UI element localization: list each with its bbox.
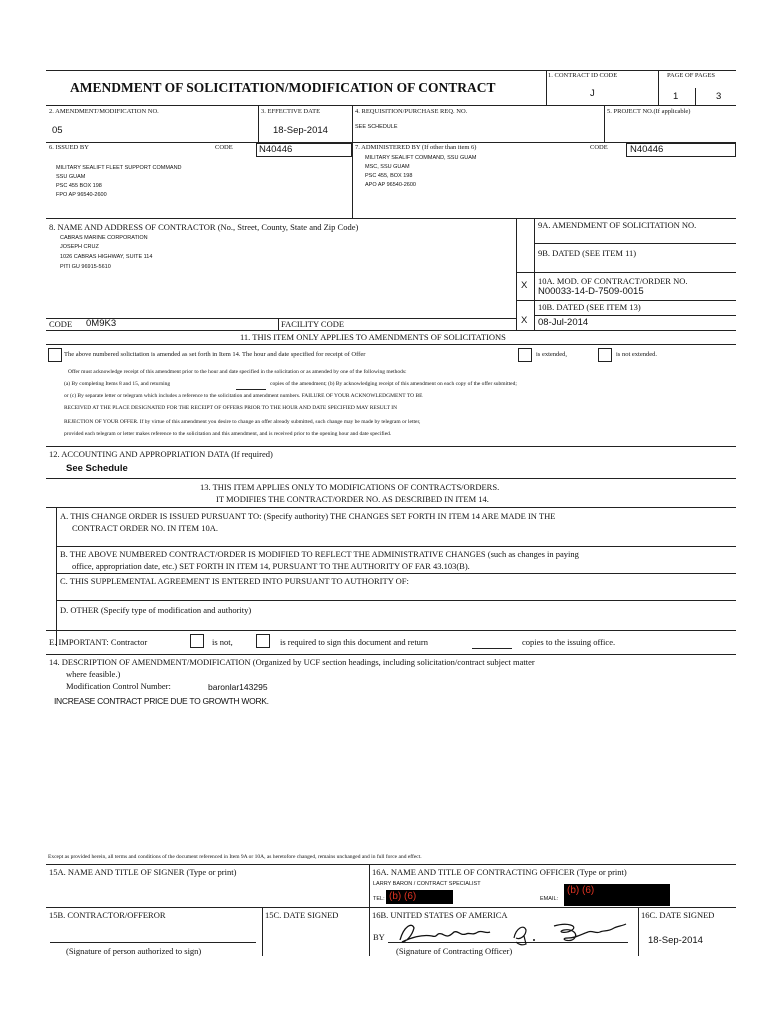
issued-by-label: 6. ISSUED BY [49, 144, 89, 151]
extended-checkbox[interactable] [518, 348, 532, 362]
item-13a-text: CONTRACT ORDER NO. IN ITEM 10A. [72, 523, 218, 533]
administered-by-code-label: CODE [590, 144, 608, 151]
item-9a-label: 9A. AMENDMENT OF SOLICITATION NO. [538, 220, 697, 230]
by-label: BY [373, 932, 385, 942]
item-9b-label: 9B. DATED (SEE ITEM 11) [538, 248, 637, 258]
item-16b-label: 16B. UNITED STATES OF AMERICA [372, 910, 508, 920]
item-10a-value: N00033-14-D-7509-0015 [538, 286, 644, 297]
contracting-officer-signature [392, 918, 632, 948]
not-extended-label: is not extended. [616, 351, 657, 358]
modification-control-value: baronlar143295 [208, 682, 268, 692]
item-16c-date-signed: 18-Sep-2014 [648, 935, 703, 946]
item-11-paragraph: Offer must acknowledge receipt of this amendment prior to the hour and date specified in the solicitation or as amended by one of the following methods: [68, 369, 407, 375]
extended-label: is extended, [536, 351, 568, 358]
item-e-required: is required to sign this document and return [280, 637, 429, 647]
contract-id-code-label: 1. CONTRACT ID CODE [548, 72, 618, 79]
tel-label: TEL: [373, 896, 385, 902]
issued-by-line: PSC 455 BOX 198 [56, 183, 102, 189]
issued-by-line: SSU GUAM [56, 174, 86, 180]
contracting-officer-name: LARRY BARON / CONTRACT SPECIALIST [373, 881, 481, 887]
item-13d-text: D. OTHER (Specify type of modification and authority) [60, 605, 252, 615]
item-11-paragraph: copies of the amendment; (b) By acknowledging receipt of this amendment on each copy of the offer submitted; [270, 381, 517, 387]
terms-unchanged-statement: Except as provided herein, all terms and conditions of the document referenced in Item 9A or 10A, as heretofore changed, remains unchanged and in full force and effect. [48, 854, 422, 860]
contractor-label: 8. NAME AND ADDRESS OF CONTRACTOR (No., Street, County, State and Zip Code) [49, 222, 359, 232]
contract-id-code-value: J [590, 88, 595, 99]
item-15a-label: 15A. NAME AND TITLE OF SIGNER (Type or print) [49, 867, 237, 877]
administered-by-line: APO AP 96540-2600 [365, 182, 416, 188]
solicitation-amended-checkbox[interactable] [48, 348, 62, 362]
issued-by-code-label: CODE [215, 144, 233, 151]
contracting-officer-signature-caption: (Signature of Contracting Officer) [396, 946, 513, 956]
redacted-telephone: (b) (6) [386, 890, 453, 904]
item-10a-mark: X [521, 280, 528, 291]
facility-code-label: FACILITY CODE [281, 319, 345, 329]
contractor-line: JOSEPH CRUZ [60, 244, 99, 250]
amendment-no-value: 05 [52, 125, 63, 136]
administered-by-line: MILITARY SEALIFT COMMAND, SSU GUAM [365, 155, 477, 161]
item-e-copies: copies to the issuing office. [522, 637, 616, 647]
item-10b-mark: X [521, 315, 528, 326]
item-10b-label: 10B. DATED (SEE ITEM 13) [538, 302, 641, 312]
contractor-line: PITI GU 96915-5610 [60, 264, 111, 270]
item-15b-label: 15B. CONTRACTOR/OFFEROR [49, 910, 166, 920]
not-extended-checkbox[interactable] [598, 348, 612, 362]
item-11-paragraph: RECEIVED AT THE PLACE DESIGNATED FOR THE RECEIPT OF OFFERS PRIOR TO THE HOUR AND DATE SPECIFIED MAY RESULT IN [64, 405, 398, 411]
item-13b-text: office, appropriation date, etc.) SET FORTH IN ITEM 14, PURSUANT TO THE AUTHORITY OF FAR 43.103(B). [72, 561, 470, 571]
item-15c-label: 15C. DATE SIGNED [265, 910, 339, 920]
contractor-line: CABRAS MARINE CORPORATION [60, 235, 148, 241]
item-e-label: E. IMPORTANT: Contractor [49, 637, 148, 647]
requisition-label: 4. REQUISITION/PURCHASE REQ. NO. [355, 108, 468, 115]
contractor-signature-caption: (Signature of person authorized to sign) [66, 946, 202, 956]
item-16a-label: 16A. NAME AND TITLE OF CONTRACTING OFFICER (Type or print) [372, 867, 627, 877]
item-13a-text: A. THIS CHANGE ORDER IS ISSUED PURSUANT TO: (Specify authority) THE CHANGES SET FORTH IN ITEM 14 ARE MADE IN THE [60, 511, 556, 521]
item-13c-text: C. THIS SUPPLEMENTAL AGREEMENT IS ENTERED INTO PURSUANT TO AUTHORITY OF: [60, 576, 409, 586]
item-10a-label: 10A. MOD. OF CONTRACT/ORDER NO. [538, 276, 688, 286]
item-11-line1: The above numbered solicitation is amended as set forth in Item 14. The hour and date specified for receipt of Offer [64, 351, 366, 358]
issued-by-code: N40446 [259, 144, 293, 155]
item-13-heading: IT MODIFIES THE CONTRACT/ORDER NO. AS DESCRIBED IN ITEM 14. [216, 494, 489, 504]
effective-date-value: 18-Sep-2014 [273, 125, 328, 136]
item-11-paragraph: REJECTION OF YOUR OFFER. If by virtue of this amendment you desire to change an offer already submitted, such change may be made by telegram or letter, [64, 419, 421, 425]
item-10b-value: 08-Jul-2014 [538, 317, 589, 328]
item-13b-text: B. THE ABOVE NUMBERED CONTRACT/ORDER IS MODIFIED TO REFLECT THE ADMINISTRATIVE CHANGES (such as changes in paying [60, 549, 579, 559]
redacted-email: (b) (6) [564, 884, 670, 906]
modification-control-label: Modification Control Number: [66, 681, 171, 691]
item-12-value: See Schedule [66, 463, 128, 474]
effective-date-label: 3. EFFECTIVE DATE [261, 108, 321, 115]
page-of-pages-label: PAGE OF PAGES [667, 72, 715, 79]
contractor-is-not-checkbox[interactable] [190, 634, 204, 648]
item-11-heading: 11. THIS ITEM ONLY APPLIES TO AMENDMENTS OF SOLICITATIONS [240, 332, 506, 342]
project-no-label: 5. PROJECT NO.(If applicable) [607, 108, 691, 115]
total-pages: 3 [716, 91, 722, 102]
item-11-paragraph: (a) By completing Items 8 and 15, and returning [64, 381, 171, 387]
administered-by-label: 7. ADMINISTERED BY (If other than item 6) [355, 144, 477, 151]
contractor-is-required-checkbox[interactable] [256, 634, 270, 648]
contractor-code-label: CODE [49, 319, 73, 329]
item-13-heading: 13. THIS ITEM APPLIES ONLY TO MODIFICATIONS OF CONTRACTS/ORDERS. [200, 482, 500, 492]
administered-by-line: MSC, SSU GUAM [365, 164, 410, 170]
administered-by-code: N40446 [630, 144, 664, 155]
item-14-label: where feasible.) [66, 669, 121, 679]
form-title: AMENDMENT OF SOLICITATION/MODIFICATION OF CONTRACT [70, 80, 496, 95]
administered-by-line: PSC 455, BOX 198 [365, 173, 413, 179]
contractor-code: 0M9K3 [86, 318, 117, 329]
item-11-paragraph: or (c) By separate letter or telegram which includes a reference to the solicitation and amendment numbers. FAILURE OF YOUR ACKNOWLEDGMENT TO BE [64, 393, 423, 399]
item-11-paragraph: provided each telegram or letter makes reference to the solicitation and this amendment, and is received prior to the opening hour and date specified. [64, 431, 392, 437]
email-label: EMAIL: [540, 896, 559, 902]
amendment-no-label: 2. AMENDMENT/MODIFICATION NO. [49, 108, 159, 115]
page-number: 1 [673, 91, 679, 102]
item-14-label: 14. DESCRIPTION OF AMENDMENT/MODIFICATION (Organized by UCF section headings, including solicitation/contract subject matter [49, 657, 535, 667]
item-e-is-not: is not, [212, 637, 233, 647]
modification-description: INCREASE CONTRACT PRICE DUE TO GROWTH WORK. [54, 696, 269, 706]
contractor-line: 1026 CABRAS HIGHWAY, SUITE 114 [60, 254, 153, 260]
issued-by-line: FPO AP 96540-2600 [56, 192, 107, 198]
issued-by-line: MILITARY SEALIFT FLEET SUPPORT COMMAND [56, 165, 182, 171]
item-12-label: 12. ACCOUNTING AND APPROPRIATION DATA (If required) [49, 449, 273, 459]
item-16c-label: 16C. DATE SIGNED [641, 910, 715, 920]
requisition-value: SEE SCHEDULE [355, 124, 398, 130]
